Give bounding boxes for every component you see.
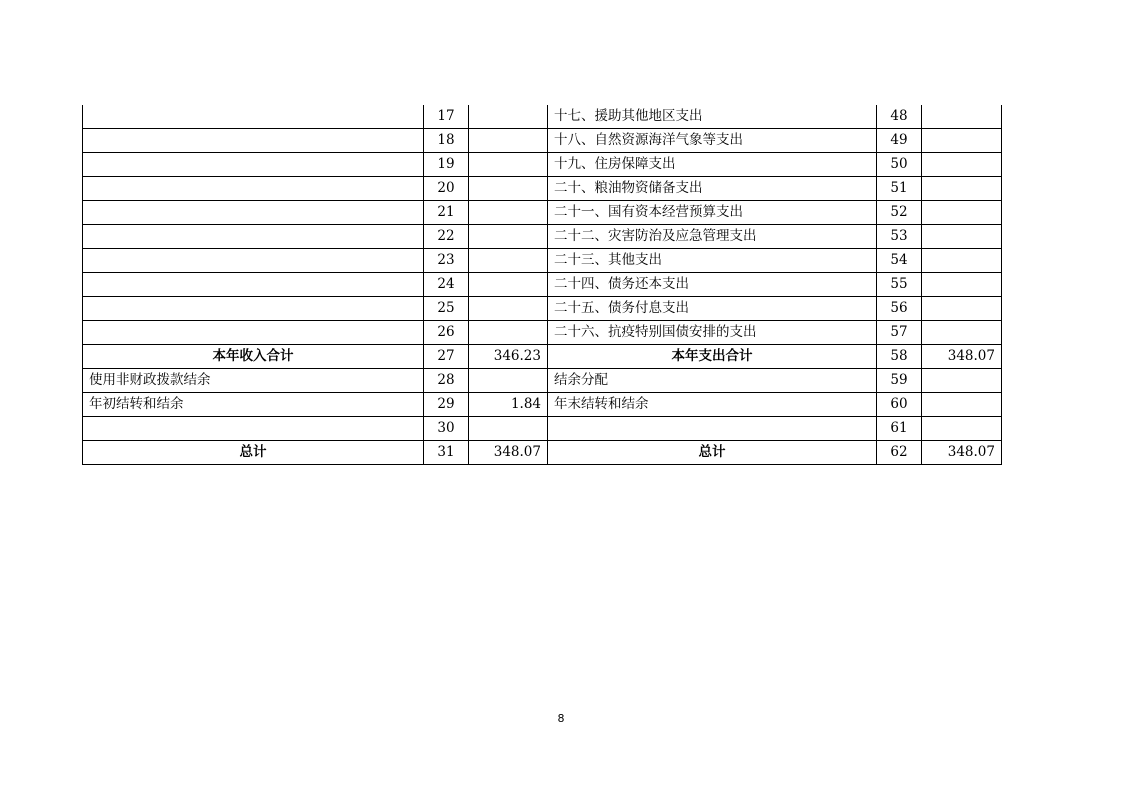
expense-item-cell: 二十三、其他支出 [548,249,877,273]
table-row [83,297,1002,321]
income-line-number-cell: 29 [424,393,469,417]
income-item-cell [83,321,424,345]
budget-table-body [83,105,1002,465]
expense-amount-cell [922,273,1002,297]
expense-item-cell: 二十二、灾害防治及应急管理支出 [548,225,877,249]
budget-table [82,105,1002,465]
table-row [83,153,1002,177]
income-item-cell [83,105,424,129]
income-amount-cell [469,249,548,273]
expense-amount-cell [922,105,1002,129]
table-row [83,225,1002,249]
expense-amount-cell: 348.07 [922,345,1002,369]
income-item-cell [83,417,424,441]
income-item-cell: 使用非财政拨款结余 [83,369,424,393]
income-amount-cell [469,297,548,321]
expense-line-number-cell: 54 [877,249,922,273]
expense-amount-cell [922,297,1002,321]
income-item-cell [83,153,424,177]
expense-amount-cell [922,249,1002,273]
table-row [83,417,1002,441]
expense-line-number-cell: 52 [877,201,922,225]
expense-line-number-cell: 59 [877,369,922,393]
expense-line-number-cell: 51 [877,177,922,201]
expense-item-cell: 十七、援助其他地区支出 [548,105,877,129]
income-line-number-cell: 17 [424,105,469,129]
expense-item-cell: 总计 [548,441,877,465]
income-item-cell: 本年收入合计 [83,345,424,369]
expense-line-number-cell: 55 [877,273,922,297]
expense-line-number-cell: 61 [877,417,922,441]
table-summary-row [83,345,1002,369]
table-row [83,321,1002,345]
expense-item-cell: 二十四、债务还本支出 [548,273,877,297]
income-line-number-cell: 23 [424,249,469,273]
table-summary-row [83,441,1002,465]
income-line-number-cell: 19 [424,153,469,177]
income-line-number-cell: 20 [424,177,469,201]
expense-amount-cell [922,129,1002,153]
table-row [83,201,1002,225]
table-row [83,129,1002,153]
income-amount-cell [469,225,548,249]
income-item-cell [83,297,424,321]
expense-item-cell: 结余分配 [548,369,877,393]
income-line-number-cell: 26 [424,321,469,345]
expense-line-number-cell: 60 [877,393,922,417]
expense-item-cell: 十九、住房保障支出 [548,153,877,177]
expense-amount-cell [922,225,1002,249]
income-line-number-cell: 27 [424,345,469,369]
expense-amount-cell [922,369,1002,393]
table-row [83,105,1002,129]
table-row [83,177,1002,201]
income-item-cell [83,249,424,273]
expense-item-cell: 二十、粮油物资储备支出 [548,177,877,201]
expense-amount-cell [922,393,1002,417]
expense-item-cell: 二十一、国有资本经营预算支出 [548,201,877,225]
income-amount-cell [469,129,548,153]
page-number: 8 [557,712,565,725]
income-item-cell: 年初结转和结余 [83,393,424,417]
table-row [83,393,1002,417]
expense-line-number-cell: 53 [877,225,922,249]
income-amount-cell [469,369,548,393]
income-amount-cell [469,177,548,201]
expense-line-number-cell: 58 [877,345,922,369]
income-amount-cell [469,321,548,345]
income-amount-cell: 348.07 [469,441,548,465]
income-line-number-cell: 31 [424,441,469,465]
income-amount-cell [469,201,548,225]
income-amount-cell: 1.84 [469,393,548,417]
expense-line-number-cell: 57 [877,321,922,345]
expense-amount-cell [922,153,1002,177]
expense-line-number-cell: 62 [877,441,922,465]
income-item-cell [83,201,424,225]
expense-amount-cell: 348.07 [922,441,1002,465]
expense-amount-cell [922,201,1002,225]
income-line-number-cell: 22 [424,225,469,249]
income-item-cell: 总计 [83,441,424,465]
income-item-cell [83,129,424,153]
income-line-number-cell: 24 [424,273,469,297]
income-item-cell [83,273,424,297]
table-row [83,249,1002,273]
expense-amount-cell [922,321,1002,345]
income-amount-cell: 346.23 [469,345,548,369]
income-line-number-cell: 30 [424,417,469,441]
income-amount-cell [469,417,548,441]
expense-item-cell: 十八、自然资源海洋气象等支出 [548,129,877,153]
table-row [83,273,1002,297]
table-row [83,369,1002,393]
expense-line-number-cell: 50 [877,153,922,177]
income-line-number-cell: 18 [424,129,469,153]
expense-amount-cell [922,417,1002,441]
income-item-cell [83,225,424,249]
expense-line-number-cell: 56 [877,297,922,321]
income-amount-cell [469,273,548,297]
expense-line-number-cell: 49 [877,129,922,153]
expense-item-cell: 本年支出合计 [548,345,877,369]
income-amount-cell [469,153,548,177]
income-item-cell [83,177,424,201]
expense-amount-cell [922,177,1002,201]
income-line-number-cell: 28 [424,369,469,393]
expense-item-cell: 年末结转和结余 [548,393,877,417]
expense-item-cell: 二十五、债务付息支出 [548,297,877,321]
income-line-number-cell: 25 [424,297,469,321]
income-amount-cell [469,105,548,129]
income-line-number-cell: 21 [424,201,469,225]
expense-item-cell: 二十六、抗疫特别国债安排的支出 [548,321,877,345]
expense-item-cell [548,417,877,441]
expense-line-number-cell: 48 [877,105,922,129]
